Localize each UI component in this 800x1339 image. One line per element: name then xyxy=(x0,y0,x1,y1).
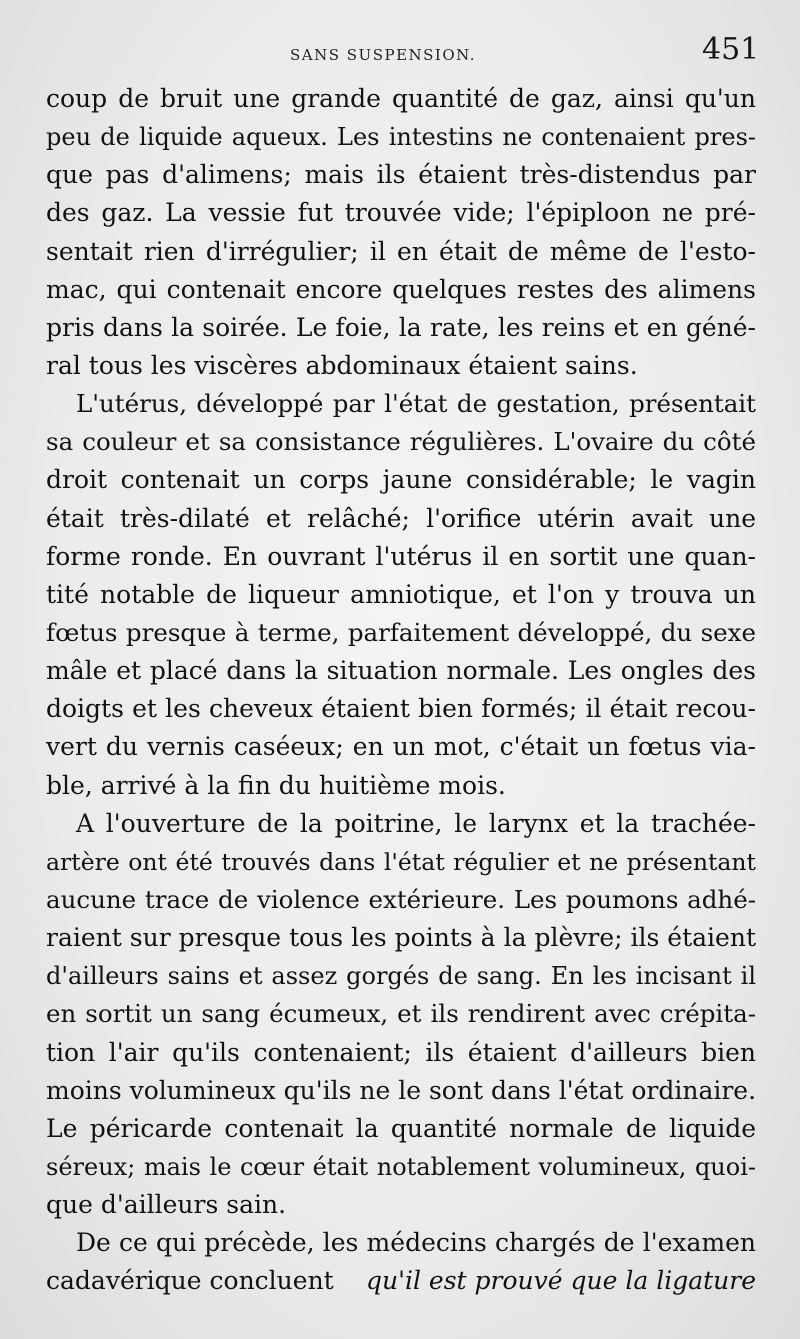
final-line-roman: cadavérique concluent xyxy=(46,1266,334,1296)
text-line: doigts et les cheveux étaient bien formés; il était recou- xyxy=(46,694,756,724)
text-line: mac, qui contenait encore quelques restes des alimens xyxy=(46,274,756,304)
page-number: 451 xyxy=(702,32,760,67)
text-line: séreux; mais le cœur était notablement volumineux, quoi- xyxy=(46,1152,756,1181)
text-line: ral tous les viscères abdominaux étaient sains. xyxy=(46,350,638,380)
text-line: De ce qui précède, les médecins chargés de l'examen xyxy=(76,1228,756,1258)
text-line: raient sur presque tous les points à la plèvre; ils étaient xyxy=(46,923,756,953)
text-line: L'utérus, développé par l'état de gestation, présentait xyxy=(76,389,756,419)
text-line: aucune trace de violence extérieure. Les poumons adhé- xyxy=(46,884,756,914)
text-line: que d'ailleurs sain. xyxy=(46,1190,287,1220)
text-line: droit contenait un corps jaune considérable; le vagin xyxy=(46,465,756,495)
text-line: tité notable de liqueur amniotique, et l'on y trouva un xyxy=(46,579,756,609)
text-line: sentait rien d'irrégulier; il en était de même de l'esto- xyxy=(46,236,756,266)
text-line: sa couleur et sa consistance régulières. L'ovaire du côté xyxy=(46,427,756,457)
text-line-final xyxy=(46,1262,756,1300)
text-line: des gaz. La vessie fut trouvée vide; l'épiploon ne pré- xyxy=(46,198,756,228)
text-line: que pas d'alimens; mais ils étaient très-distendus par xyxy=(46,160,756,190)
text-line: coup de bruit une grande quantité de gaz, ainsi qu'un xyxy=(46,84,756,113)
running-title: SANS SUSPENSION. xyxy=(290,46,477,64)
body-text xyxy=(46,80,756,1301)
text-line: Le péricarde contenait la quantité normale de liquide xyxy=(46,1113,756,1143)
text-line: ble, arrivé à la fin du huitième mois. xyxy=(46,770,506,800)
text-line: vert du vernis caséeux; en un mot, c'était un fœtus via- xyxy=(46,732,756,762)
text-line: tion l'air qu'ils contenaient; ils étaient d'ailleurs bien xyxy=(46,1037,756,1067)
text-line: moins volumineux qu'ils ne le sont dans l'état ordinaire. xyxy=(46,1075,757,1105)
text-line: était très-dilaté et relâché; l'orifice utérin avait une xyxy=(46,503,756,533)
text-line: d'ailleurs sains et assez gorgés de sang. En les incisant il xyxy=(46,962,756,991)
final-line-italic: qu'il est prouvé que la ligature xyxy=(366,1266,756,1296)
text-line: en sortit un sang écumeux, et ils rendirent avec crépita- xyxy=(46,999,756,1029)
text-line: fœtus presque à terme, parfaitement développé, du sexe xyxy=(46,617,756,647)
text-line: peu de liquide aqueux. Les intestins ne contenaient pres- xyxy=(46,123,756,152)
text-line: artère ont été trouvés dans l'état régulier et ne présentant xyxy=(46,847,756,876)
text-line: A l'ouverture de la poitrine, le larynx et la trachée- xyxy=(76,808,756,838)
text-line: pris dans la soirée. Le foie, la rate, les reins et en géné- xyxy=(46,312,756,342)
text-line: forme ronde. En ouvrant l'utérus il en sortit une quan- xyxy=(46,541,756,571)
text-line: mâle et placé dans la situation normale. Les ongles des xyxy=(46,656,756,686)
